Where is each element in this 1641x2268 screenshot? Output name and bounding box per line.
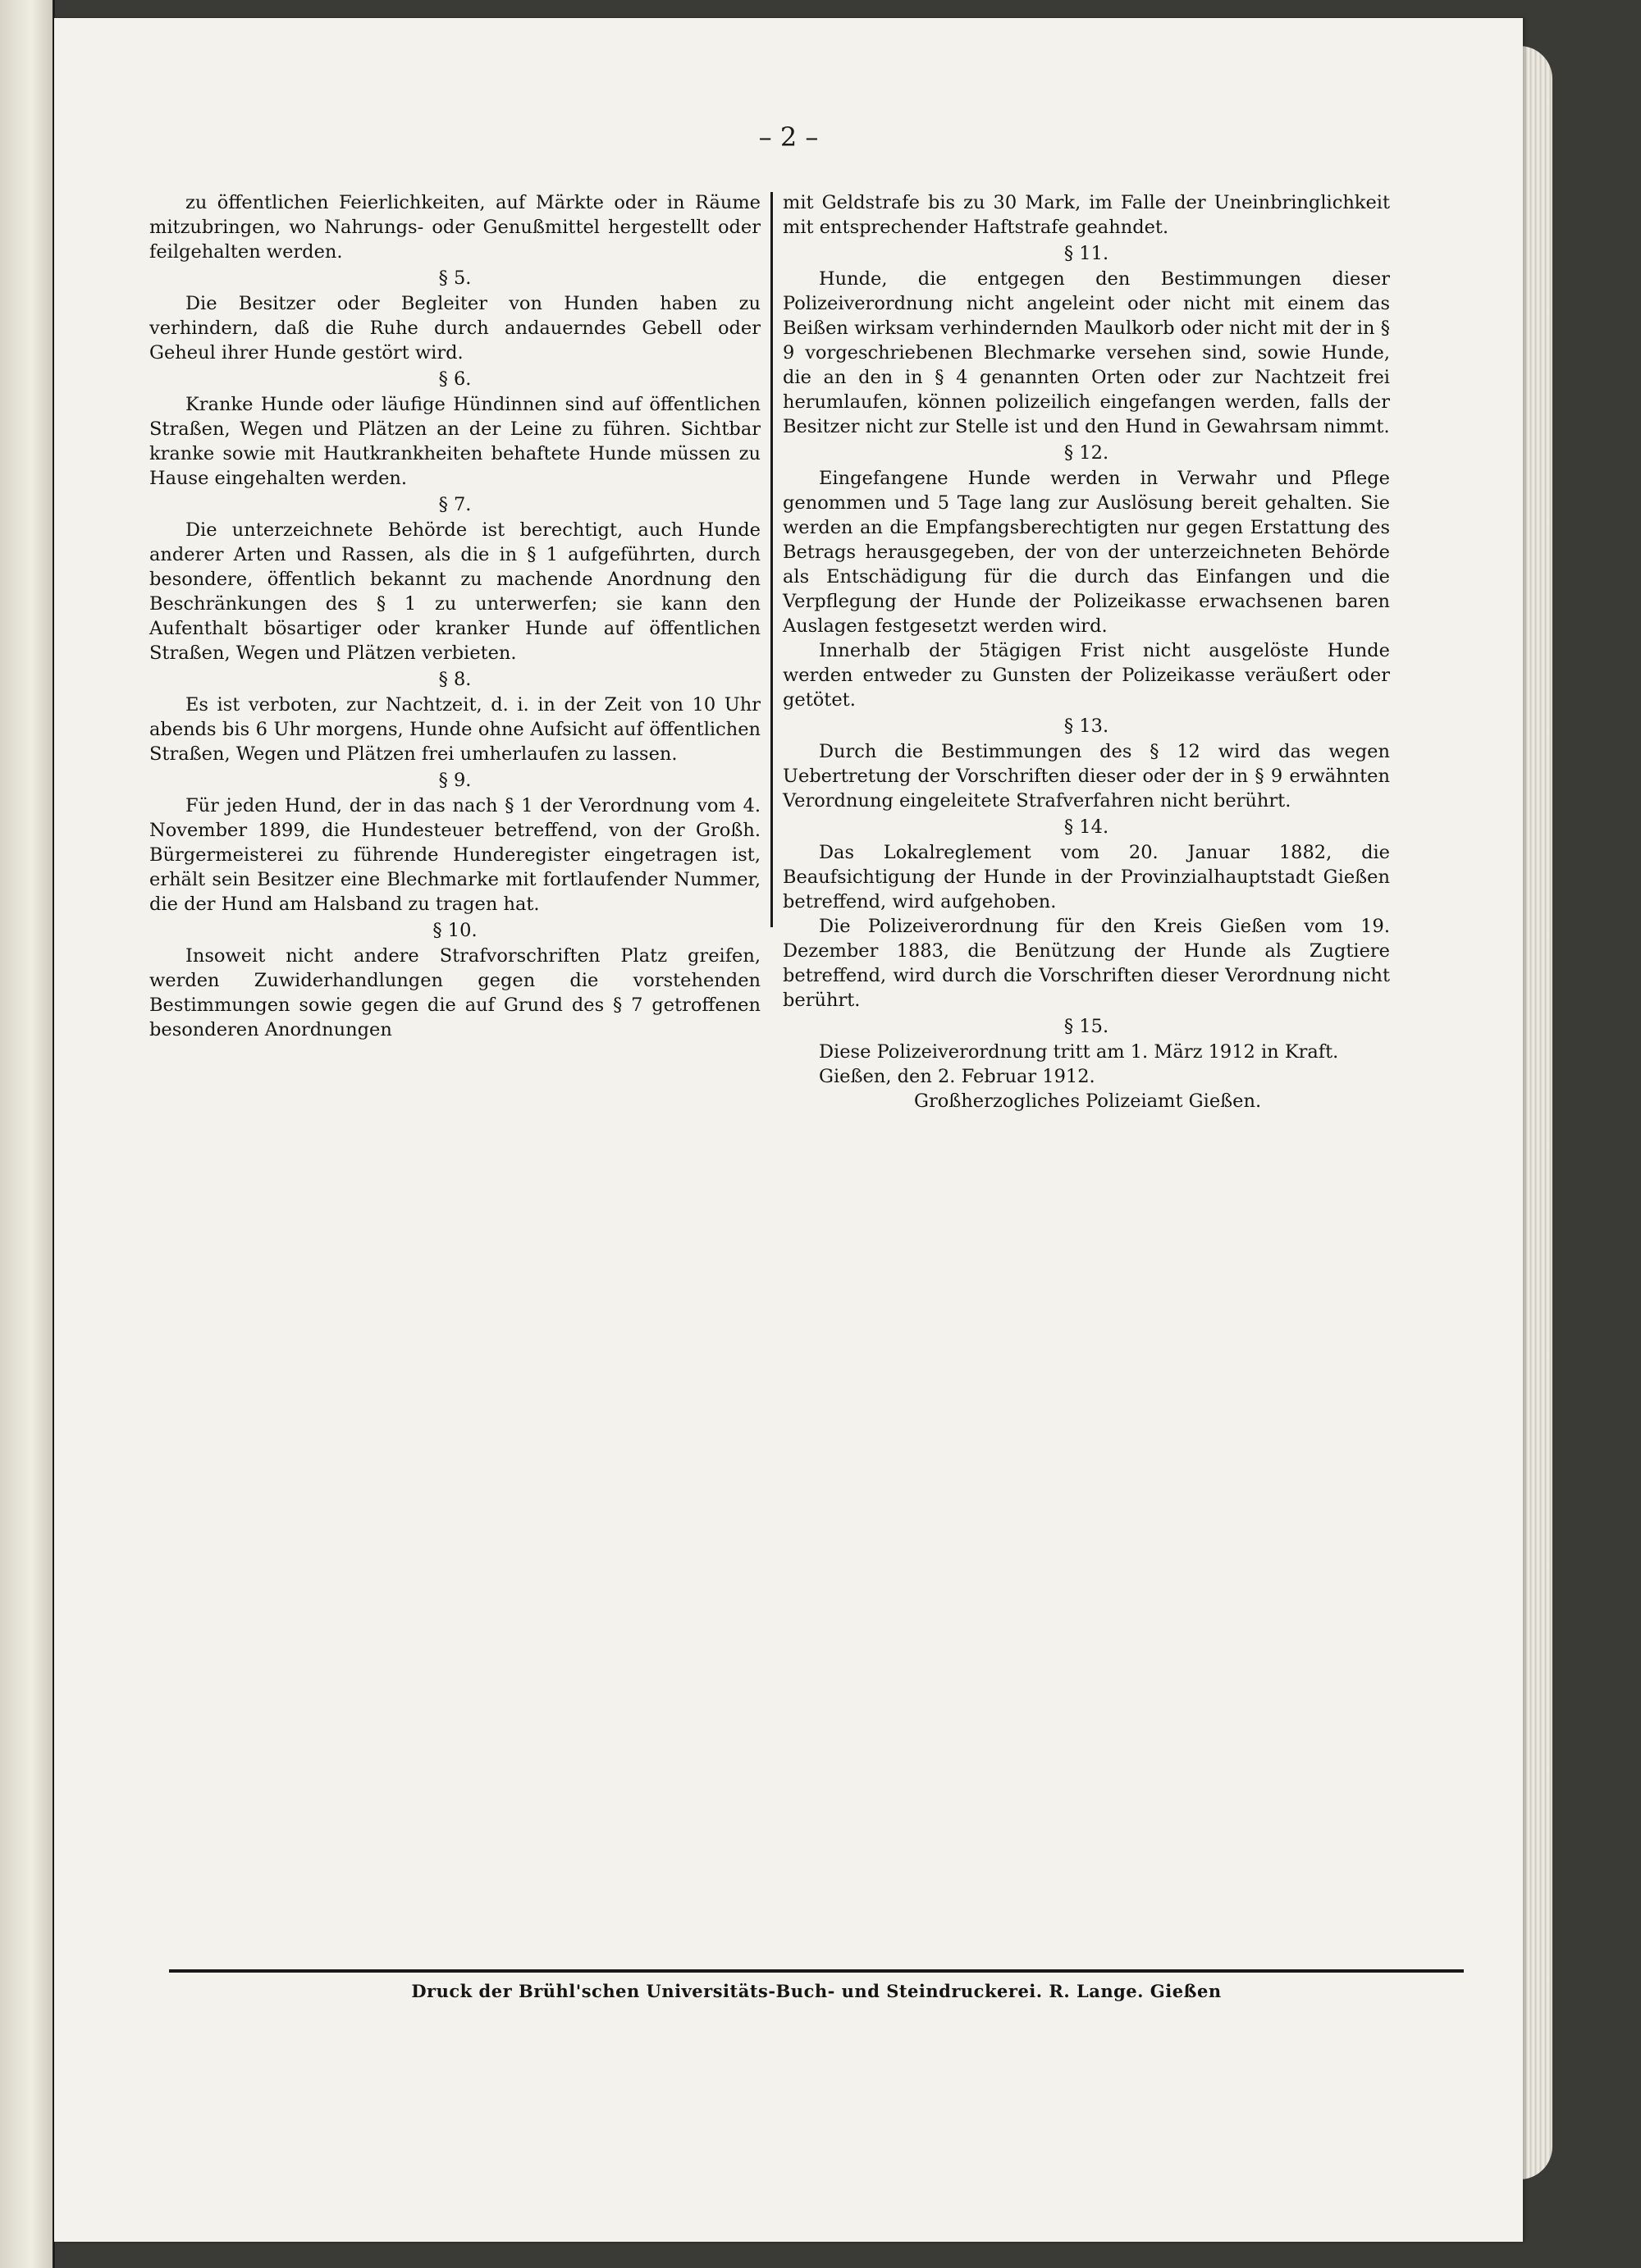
right-column	[783, 190, 1390, 1113]
paragraph: Hunde, die entgegen den Bestimmungen dieser Polizeiverordnung nicht angeleint oder nicht mit einem das Beißen wirksam verhindernden Maulkorb oder nicht mit der in § 9 vorgeschriebenen Blechmarke versehen sind, sowie Hunde, die an den in § 4 genannten Orten oder zur Nachtzeit frei herumlaufen, können polizeilich eingefangen werden, falls der Besitzer nicht zur Stelle ist und den Hund in Gewahrsam nimmt.	[783, 268, 1390, 437]
paragraph: Großherzogliches Polizeiamt Gießen.	[914, 1091, 1262, 1112]
paragraph: Das Lokalreglement vom 20. Januar 1882, die Beaufsichtigung der Hunde in der Provinzialhauptstadt Gießen betreffend, wird aufgehoben.	[783, 842, 1390, 912]
section-heading: § 11.	[1063, 243, 1109, 264]
paragraph: Die Besitzer oder Begleiter von Hunden haben zu verhindern, daß die Ruhe durch andauerndes Gebell oder Geheul ihrer Hunde gestört wird.	[149, 293, 761, 364]
paragraph: mit Geldstrafe bis zu 30 Mark, im Falle der Uneinbringlichkeit mit entsprechender Haftstrafe geahndet.	[783, 192, 1390, 238]
section-heading: § 5.	[438, 267, 472, 289]
paragraph: Durch die Bestimmungen des § 12 wird das wegen Uebertretung der Vorschriften dieser oder der in § 9 erwähnten Verordnung eingeleitete Strafverfahren nicht berührt.	[783, 741, 1390, 812]
section-heading: § 13.	[1063, 716, 1109, 737]
section-heading: § 9.	[438, 770, 472, 791]
paragraph: Die unterzeichnete Behörde ist berechtigt, auch Hunde anderer Arten und Rassen, als die in § 1 aufgeführten, durch besondere, öffentlich bekannt zu machende Anordnung den Beschränkungen des § 1 zu unterwerfen; sie kann den Aufenthalt bösartiger oder kranker Hunde auf öffentlichen Straßen, Wegen und Plätzen verbieten.	[149, 519, 761, 664]
section-heading: § 14.	[1063, 816, 1109, 838]
paragraph: Eingefangene Hunde werden in Verwahr und Pflege genommen und 5 Tage lang zur Auslösung bereit gehalten. Sie werden an die Empfangsberechtigten nur gegen Erstattung des Betrags herausgegeben, der von der unterzeichneten Behörde als Entschädigung für die durch das Einfangen und die Verpflegung der Hunde der Polizeikasse erwachsenen baren Auslagen festgesetzt werden wird.	[783, 468, 1390, 637]
paragraph: Diese Polizeiverordnung tritt am 1. März 1912 in Kraft.	[819, 1041, 1339, 1063]
printer-imprint: Druck der Brühl'schen Universitäts-Buch- und Steindruckerei. R. Lange. Gießen	[411, 1981, 1222, 2001]
section-heading: § 7.	[438, 494, 472, 515]
paragraph: Es ist verboten, zur Nachtzeit, d. i. in der Zeit von 10 Uhr abends bis 6 Uhr morgens, Hunde ohne Aufsicht auf öffentlichen Straßen, Wegen und Plätzen frei umherlaufen zu lassen.	[149, 694, 761, 765]
paragraph: Insoweit nicht andere Strafvorschriften Platz greifen, werden Zuwiderhandlungen gegen die vorstehenden Bestimmungen sowie gegen die auf Grund des § 7 getroffenen besonderen Anordnungen	[149, 945, 761, 1040]
paragraph: Kranke Hunde oder läufige Hündinnen sind auf öffentlichen Straßen, Wegen und Plätzen an der Leine zu führen. Sichtbar kranke sowie mit Hautkrankheiten behaftete Hunde müssen zu Hause eingehalten werden.	[149, 394, 761, 489]
section-heading: § 15.	[1063, 1016, 1109, 1037]
paragraph: Für jeden Hund, der in das nach § 1 der Verordnung vom 4. November 1899, die Hundesteuer betreffend, von der Großh. Bürgermeisterei zu führende Hunderegister eingetragen ist, erhält sein Besitzer eine Blechmarke mit fortlaufender Nummer, die der Hund am Halsband zu tragen hat.	[149, 795, 761, 915]
paragraph: Die Polizeiverordnung für den Kreis Gießen vom 19. Dezember 1883, die Benützung der Hunde als Zugtiere betreffend, wird durch die Vorschriften dieser Verordnung nicht berührt.	[783, 916, 1390, 1011]
section-heading: § 12.	[1063, 442, 1109, 464]
facing-page-edge	[0, 0, 55, 2268]
page-number: – 2 –	[758, 121, 819, 153]
section-heading: § 6.	[438, 368, 472, 390]
document-page	[54, 18, 1523, 2242]
footer-rule	[169, 1969, 1464, 1973]
paragraph: Gießen, den 2. Februar 1912.	[819, 1066, 1095, 1087]
column-divider	[770, 192, 773, 927]
section-heading: § 10.	[432, 920, 478, 941]
section-heading: § 8.	[438, 669, 472, 690]
paragraph: zu öffentlichen Feierlichkeiten, auf Märkte oder in Räume mitzubringen, wo Nahrungs- oder Genußmittel hergestellt oder feilgehalten werden.	[149, 192, 761, 263]
left-column	[149, 190, 761, 1042]
paragraph: Innerhalb der 5tägigen Frist nicht ausgelöste Hunde werden entweder zu Gunsten der Polizeikasse veräußert oder getötet.	[783, 640, 1390, 711]
